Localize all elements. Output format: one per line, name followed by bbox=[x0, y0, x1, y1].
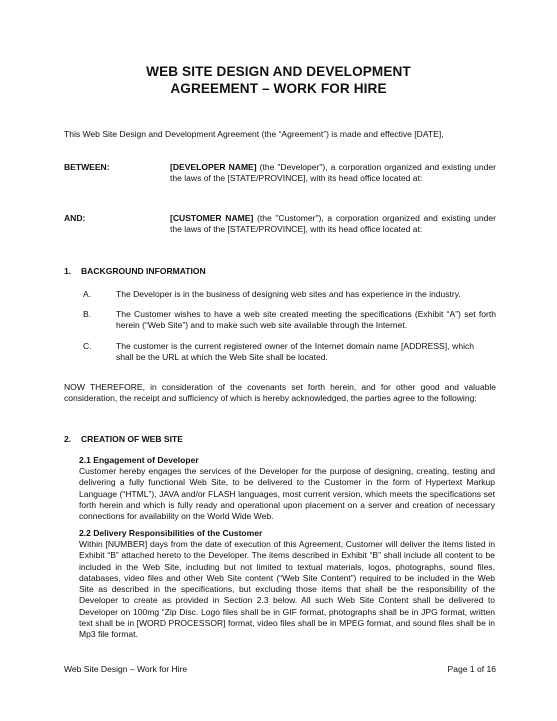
subsection-2-2-text: Within [NUMBER] days from the date of execution of this Agreement, Customer will deliver the items listed in Exhibit “B” attached hereto to the Developer. The items described in Exhibit “B” shall include all content to be included in the Web Site, including but not limited to textual materials, logos, photographs, sound files, databases, video files and other Web Site content (“Web Site Content”) required to be included in the Web Site as described in the specifications, but excluding those items that shall be the responsibility of the Developer to create as provided in Section 2.3 below. All such Web Site Content shall be delivered to Developer on 100mg “Zip Disc. Logo files shall be in GIF format, photographs shall be in JPG format, written text shall be in [WORD PROCESSOR] format, video files shall be in MPEG format, and sound files shall be in Mp3 file format. bbox=[79, 539, 495, 640]
item-a-text: The Developer is in the business of designing web sites and has experience in the industry. bbox=[116, 289, 461, 299]
customer-party-paragraph bbox=[170, 213, 496, 236]
document-title-line-1: WEB SITE DESIGN AND DEVELOPMENT bbox=[146, 64, 411, 79]
customer-party-text: (the "Customer"), a corporation organized and existing under the laws of the [STATE/PROVINCE], with its head office located at: bbox=[170, 213, 496, 235]
footer-page-number: Page 1 of 16 bbox=[447, 664, 496, 674]
subsection-2-1-heading: 2.1 Engagement of Developer bbox=[79, 455, 199, 465]
section-2-number: 2. bbox=[64, 434, 72, 444]
developer-party-paragraph bbox=[170, 162, 496, 185]
developer-party-text: (the "Developer"), a corporation organized and existing under the laws of the [STATE/PROVINCE], with its head office located at: bbox=[170, 162, 496, 184]
section-1-heading: BACKGROUND INFORMATION bbox=[81, 266, 206, 276]
section-1-number: 1. bbox=[64, 266, 72, 276]
item-c-text: The customer is the current registered owner of the Internet domain name [ADDRESS], which shall be the URL at which the Web Site shall be located. bbox=[116, 341, 474, 363]
intro-paragraph: This Web Site Design and Development Agreement (the “Agreement”) is made and effective [DATE], bbox=[64, 129, 444, 139]
now-therefore-paragraph: NOW THEREFORE, in consideration of the covenants set forth herein, and for other good and valuable consideration, the receipt and sufficiency of which is hereby acknowledged, the parties agree to the following: bbox=[64, 382, 496, 404]
between-label: BETWEEN: bbox=[64, 162, 110, 172]
item-b-letter: B. bbox=[83, 309, 92, 319]
item-c-letter: C. bbox=[83, 341, 92, 351]
developer-name: [DEVELOPER NAME] bbox=[170, 162, 257, 172]
section-2-heading: CREATION OF WEB SITE bbox=[81, 434, 183, 444]
subsection-2-1-text: Customer hereby engages the services of the Developer for the purpose of designing, creating, testing and delivering a fully functional Web Site, to be delivered to the Customer in the form of Hypertext Markup Language (“HTML”), JAVA and/or FLASH languages, most current version, which meets the specifications set forth herein and which is fully ready and operational upon placement on a server and creation of necessary connections for availability on the World Wide Web. bbox=[79, 466, 495, 522]
footer-document-name: Web Site Design – Work for Hire bbox=[64, 664, 188, 674]
item-a-letter: A. bbox=[83, 289, 92, 299]
item-b-text: The Customer wishes to have a web site created meeting the specifications (Exhibit “A”) set forth herein (“Web Site”) and to make such web site available through the Internet. bbox=[116, 309, 496, 331]
document-title-line-2: AGREEMENT – WORK FOR HIRE bbox=[170, 81, 387, 96]
and-label: AND: bbox=[64, 213, 86, 223]
customer-name: [CUSTOMER NAME] bbox=[170, 213, 254, 223]
subsection-2-2-heading: 2.2 Delivery Responsibilities of the Customer bbox=[79, 528, 263, 538]
